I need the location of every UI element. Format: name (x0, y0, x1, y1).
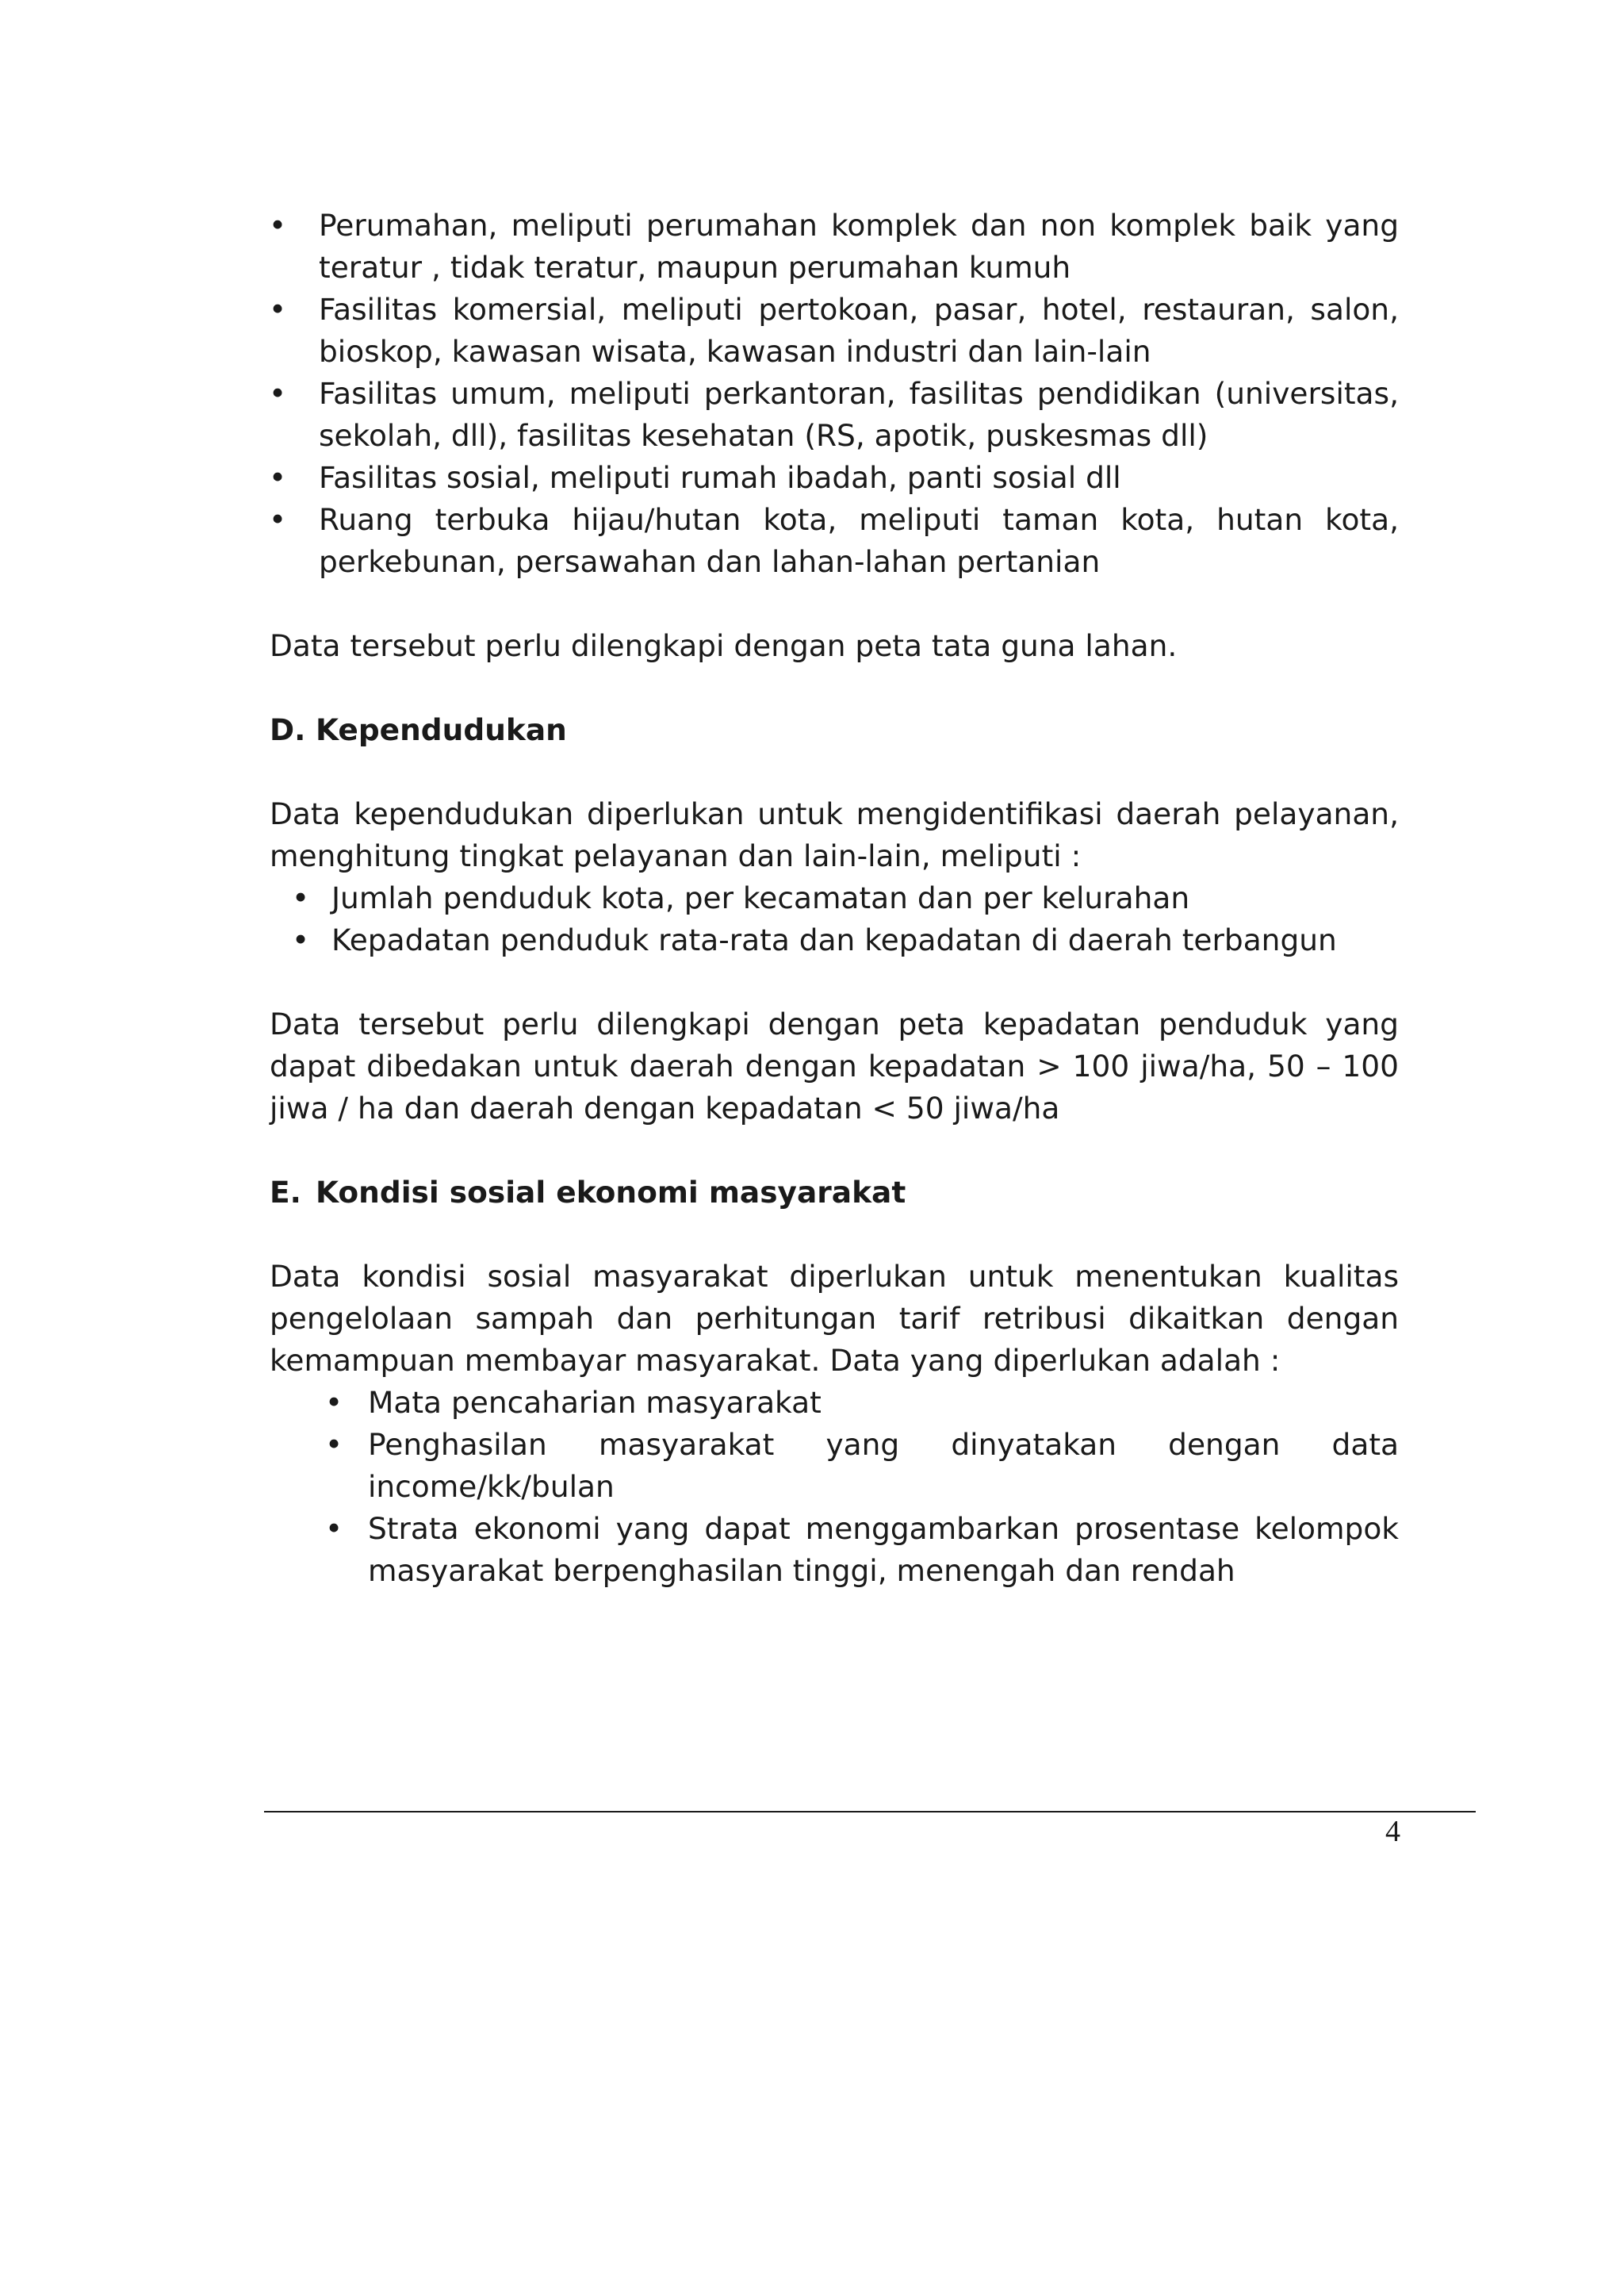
land-use-list (270, 205, 1399, 583)
bullet-icon: • (269, 502, 287, 537)
bullet-icon: • (269, 292, 287, 327)
section-e-list (270, 1382, 1399, 1592)
list-item-text: Perumahan, meliputi perumahan komplek dan non komplek baik yang teratur , tidak teratur, maupun perumahan kumuh (319, 208, 1399, 285)
list-item (270, 877, 1399, 919)
section-d-intro: Data kependudukan diperlukan untuk mengidentifikasi daerah pelayanan, menghitung tingkat pelayanan dan lain-lain, meliputi : (270, 796, 1399, 873)
page-content (270, 205, 1399, 1592)
list-item-text: Strata ekonomi yang dapat menggambarkan prosentase kelompok masyarakat berpenghasilan tinggi, menengah dan rendah (368, 1511, 1399, 1588)
section-e-title: Kondisi sosial ekonomi masyarakat (316, 1175, 906, 1210)
footer-divider (264, 1811, 1476, 1812)
bullet-icon: • (269, 208, 287, 243)
bullet-icon: • (325, 1511, 343, 1546)
list-item-text: Jumlah penduduk kota, per kecamatan dan per kelurahan (331, 880, 1190, 915)
list-item (270, 919, 1399, 961)
bullet-icon: • (269, 460, 287, 495)
section-e-letter: E. (270, 1175, 301, 1210)
list-item-text: Mata pencaharian masyarakat (368, 1385, 822, 1420)
page-number: 4 (1385, 1815, 1400, 1848)
bullet-icon: • (269, 376, 287, 411)
list-item-text: Fasilitas umum, meliputi perkantoran, fasilitas pendidikan (universitas, sekolah, dll), fasilitas kesehatan (RS, apotik, puskesmas dll) (319, 376, 1399, 453)
section-d-heading (270, 709, 1399, 751)
list-item (270, 205, 1399, 289)
list-item-text: Fasilitas komersial, meliputi pertokoan, pasar, hotel, restauran, salon, bioskop, kawasan wisata, kawasan industri dan lain-lain (319, 292, 1399, 369)
section-d-letter: D. (270, 712, 306, 747)
list-item-text: Penghasilan masyarakat yang dinyatakan dengan data income/kk/bulan (368, 1427, 1399, 1504)
list-item (270, 1508, 1399, 1592)
bullet-icon: • (325, 1427, 343, 1462)
land-use-note: Data tersebut perlu dilengkapi dengan peta tata guna lahan. (270, 628, 1178, 663)
list-item (270, 289, 1399, 373)
list-item (270, 499, 1399, 583)
list-item-text: Kepadatan penduduk rata-rata dan kepadatan di daerah terbangun (331, 923, 1337, 957)
bullet-icon: • (325, 1385, 343, 1420)
section-d-title: Kependudukan (316, 712, 567, 747)
section-e-intro: Data kondisi sosial masyarakat diperlukan untuk menentukan kualitas pengelolaan sampah dan perhitungan tarif retribusi dikaitkan dengan kemampuan membayar masyarakat. Data yang diperlukan adalah : (270, 1259, 1399, 1378)
list-item-text: Ruang terbuka hijau/hutan kota, meliputi taman kota, hutan kota, perkebunan, persawahan dan lahan-lahan pertanian (319, 502, 1399, 579)
list-item (270, 373, 1399, 457)
section-d-note: Data tersebut perlu dilengkapi dengan peta kepadatan penduduk yang dapat dibedakan untuk daerah dengan kepadatan > 100 jiwa/ha, 50 – 100 jiwa / ha dan daerah dengan kepadatan < 50 jiwa/ha (270, 1007, 1399, 1126)
section-e-heading (270, 1172, 1399, 1214)
bullet-icon: • (292, 923, 310, 957)
list-item (270, 1424, 1399, 1508)
list-item-text: Fasilitas sosial, meliputi rumah ibadah, panti sosial dll (319, 460, 1121, 495)
bullet-icon: • (292, 880, 310, 915)
list-item (270, 457, 1399, 499)
section-d-list (270, 877, 1399, 961)
list-item (270, 1382, 1399, 1424)
